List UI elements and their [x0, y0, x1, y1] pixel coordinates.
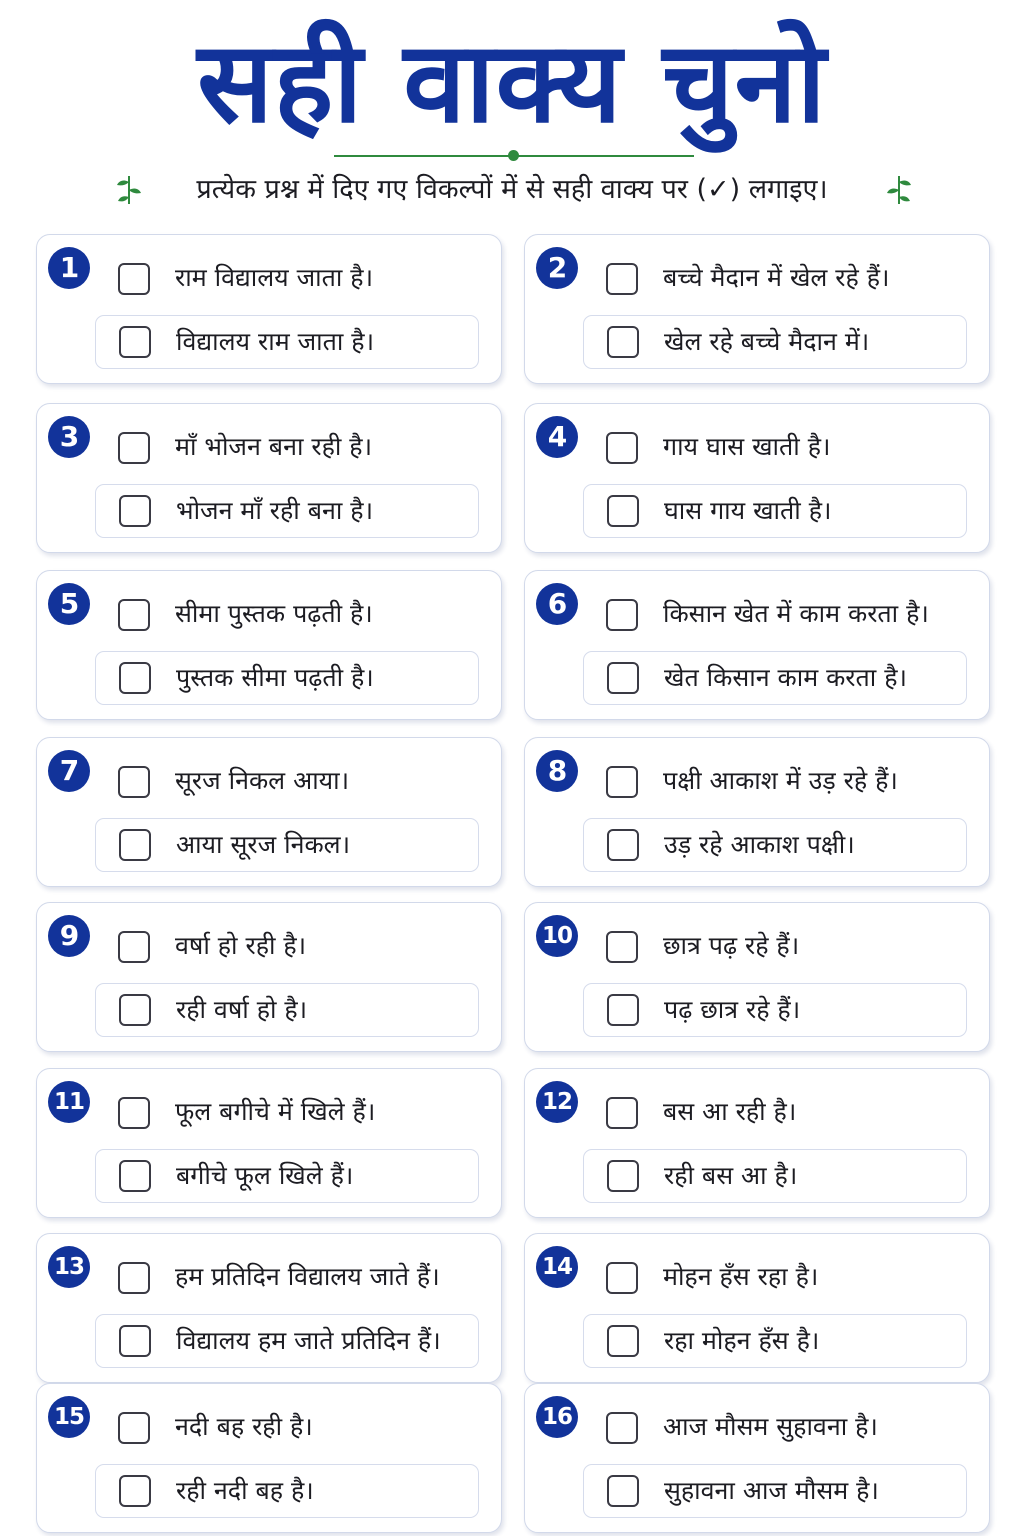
question-card [36, 1233, 502, 1383]
answer-option[interactable] [583, 420, 967, 474]
option-text: रही बस आ है। [664, 1161, 798, 1190]
checkbox[interactable] [119, 1160, 151, 1192]
option-text: बच्चे मैदान में खेल रहे हैं। [663, 263, 890, 292]
checkbox[interactable] [118, 263, 150, 295]
question-number-badge: 15 [48, 1396, 90, 1438]
question-number-badge: 13 [48, 1246, 90, 1288]
answer-option[interactable] [583, 315, 967, 369]
checkbox[interactable] [119, 829, 151, 861]
answer-option[interactable] [95, 1400, 479, 1454]
checkbox[interactable] [606, 599, 638, 631]
option-text: हम प्रतिदिन विद्यालय जाते हैं। [175, 1262, 440, 1291]
question-number-badge: 1 [48, 247, 90, 289]
option-text: सीमा पुस्तक पढ़ती है। [175, 599, 373, 628]
page-title: सही वाक्य चुनो [197, 18, 827, 148]
checkbox[interactable] [118, 432, 150, 464]
answer-option[interactable] [583, 1464, 967, 1518]
checkbox[interactable] [607, 994, 639, 1026]
option-text: वर्षा हो रही है। [175, 931, 307, 960]
checkbox[interactable] [607, 1325, 639, 1357]
answer-option[interactable] [583, 651, 967, 705]
checkbox[interactable] [607, 1160, 639, 1192]
answer-option[interactable] [95, 1464, 479, 1518]
checkbox[interactable] [118, 1097, 150, 1129]
question-card [524, 570, 990, 720]
question-card [524, 1233, 990, 1383]
question-card [36, 570, 502, 720]
option-text: घास गाय खाती है। [664, 496, 832, 525]
answer-option[interactable] [583, 919, 967, 973]
question-card [524, 1068, 990, 1218]
answer-option[interactable] [583, 251, 967, 305]
option-text: रही वर्षा हो है। [176, 995, 308, 1024]
checkbox[interactable] [119, 495, 151, 527]
answer-option[interactable] [95, 919, 479, 973]
option-text: छात्र पढ़ रहे हैं। [663, 931, 800, 960]
option-text: आज मौसम सुहावना है। [663, 1412, 878, 1441]
checkbox[interactable] [118, 599, 150, 631]
checkbox[interactable] [607, 1475, 639, 1507]
question-card [524, 403, 990, 553]
answer-option[interactable] [95, 1250, 479, 1304]
question-card [524, 902, 990, 1052]
answer-option[interactable] [95, 651, 479, 705]
option-text: पढ़ छात्र रहे हैं। [664, 995, 801, 1024]
instruction-text: प्रत्येक प्रश्न में दिए गए विकल्पों में से सही वाक्य पर (✓) लगाइए। [196, 174, 828, 205]
checkbox[interactable] [606, 432, 638, 464]
answer-option[interactable] [583, 1085, 967, 1139]
answer-option[interactable] [583, 1250, 967, 1304]
option-text: सुहावना आज मौसम है। [664, 1476, 879, 1505]
checkbox[interactable] [607, 326, 639, 358]
option-text: पुस्तक सीमा पढ़ती है। [176, 663, 374, 692]
checkbox[interactable] [606, 263, 638, 295]
question-number-badge: 10 [536, 915, 578, 957]
option-text: सूरज निकल आया। [175, 766, 350, 795]
answer-option[interactable] [583, 484, 967, 538]
option-text: गाय घास खाती है। [663, 432, 831, 461]
checkbox[interactable] [119, 1325, 151, 1357]
question-card [36, 1068, 502, 1218]
question-number-badge: 3 [48, 416, 90, 458]
question-number-badge: 11 [48, 1081, 90, 1123]
option-text: फूल बगीचे में खिले हैं। [175, 1097, 376, 1126]
question-number-badge: 8 [536, 750, 578, 792]
answer-option[interactable] [95, 983, 479, 1037]
answer-option[interactable] [95, 251, 479, 305]
checkbox[interactable] [119, 326, 151, 358]
option-text: आया सूरज निकल। [176, 830, 351, 859]
title-underline-dot [508, 150, 519, 161]
answer-option[interactable] [95, 420, 479, 474]
answer-option[interactable] [583, 983, 967, 1037]
option-text: विद्यालय हम जाते प्रतिदिन हैं। [176, 1326, 441, 1355]
answer-option[interactable] [95, 1085, 479, 1139]
option-text: नदी बह रही है। [175, 1412, 313, 1441]
question-card [36, 1383, 502, 1533]
answer-option[interactable] [583, 754, 967, 808]
leaf-sprig-icon [884, 170, 914, 210]
checkbox[interactable] [606, 1097, 638, 1129]
question-number-badge: 12 [536, 1081, 578, 1123]
checkbox[interactable] [607, 662, 639, 694]
checkbox[interactable] [607, 495, 639, 527]
checkbox[interactable] [607, 829, 639, 861]
answer-option[interactable] [583, 587, 967, 641]
question-card [36, 902, 502, 1052]
answer-option[interactable] [583, 818, 967, 872]
question-card [524, 737, 990, 887]
answer-option[interactable] [583, 1314, 967, 1368]
answer-option[interactable] [95, 315, 479, 369]
answer-option[interactable] [95, 1149, 479, 1203]
option-text: विद्यालय राम जाता है। [176, 327, 375, 356]
checkbox[interactable] [606, 931, 638, 963]
question-number-badge: 7 [48, 750, 90, 792]
question-number-badge: 2 [536, 247, 578, 289]
question-number-badge: 5 [48, 583, 90, 625]
question-card [524, 234, 990, 384]
option-text: पक्षी आकाश में उड़ रहे हैं। [663, 766, 898, 795]
answer-option[interactable] [583, 1400, 967, 1454]
checkbox[interactable] [118, 931, 150, 963]
checkbox[interactable] [119, 994, 151, 1026]
checkbox[interactable] [118, 766, 150, 798]
option-text: बस आ रही है। [663, 1097, 797, 1126]
option-text: खेत किसान काम करता है। [664, 663, 907, 692]
question-card [36, 403, 502, 553]
answer-option[interactable] [95, 818, 479, 872]
checkbox[interactable] [606, 766, 638, 798]
question-number-badge: 4 [536, 416, 578, 458]
option-text: रहा मोहन हँस है। [664, 1326, 820, 1355]
question-card [36, 234, 502, 384]
option-text: राम विद्यालय जाता है। [175, 263, 374, 292]
question-number-badge: 6 [536, 583, 578, 625]
checkbox[interactable] [118, 1262, 150, 1294]
answer-option[interactable] [95, 754, 479, 808]
checkbox[interactable] [119, 662, 151, 694]
option-text: रही नदी बह है। [176, 1476, 314, 1505]
option-text: मोहन हँस रहा है। [663, 1262, 819, 1291]
option-text: खेल रहे बच्चे मैदान में। [664, 327, 870, 356]
option-text: माँ भोजन बना रही है। [175, 432, 373, 461]
option-text: किसान खेत में काम करता है। [663, 599, 929, 628]
answer-option[interactable] [95, 484, 479, 538]
option-text: बगीचे फूल खिले हैं। [176, 1161, 354, 1190]
question-number-badge: 9 [48, 915, 90, 957]
question-card [36, 737, 502, 887]
question-number-badge: 16 [536, 1396, 578, 1438]
checkbox[interactable] [118, 1412, 150, 1444]
answer-option[interactable] [95, 1314, 479, 1368]
checkbox[interactable] [119, 1475, 151, 1507]
option-text: भोजन माँ रही बना है। [176, 496, 374, 525]
answer-option[interactable] [583, 1149, 967, 1203]
question-number-badge: 14 [536, 1246, 578, 1288]
question-card [524, 1383, 990, 1533]
checkbox[interactable] [606, 1262, 638, 1294]
checkbox[interactable] [606, 1412, 638, 1444]
answer-option[interactable] [95, 587, 479, 641]
option-text: उड़ रहे आकाश पक्षी। [664, 830, 855, 859]
